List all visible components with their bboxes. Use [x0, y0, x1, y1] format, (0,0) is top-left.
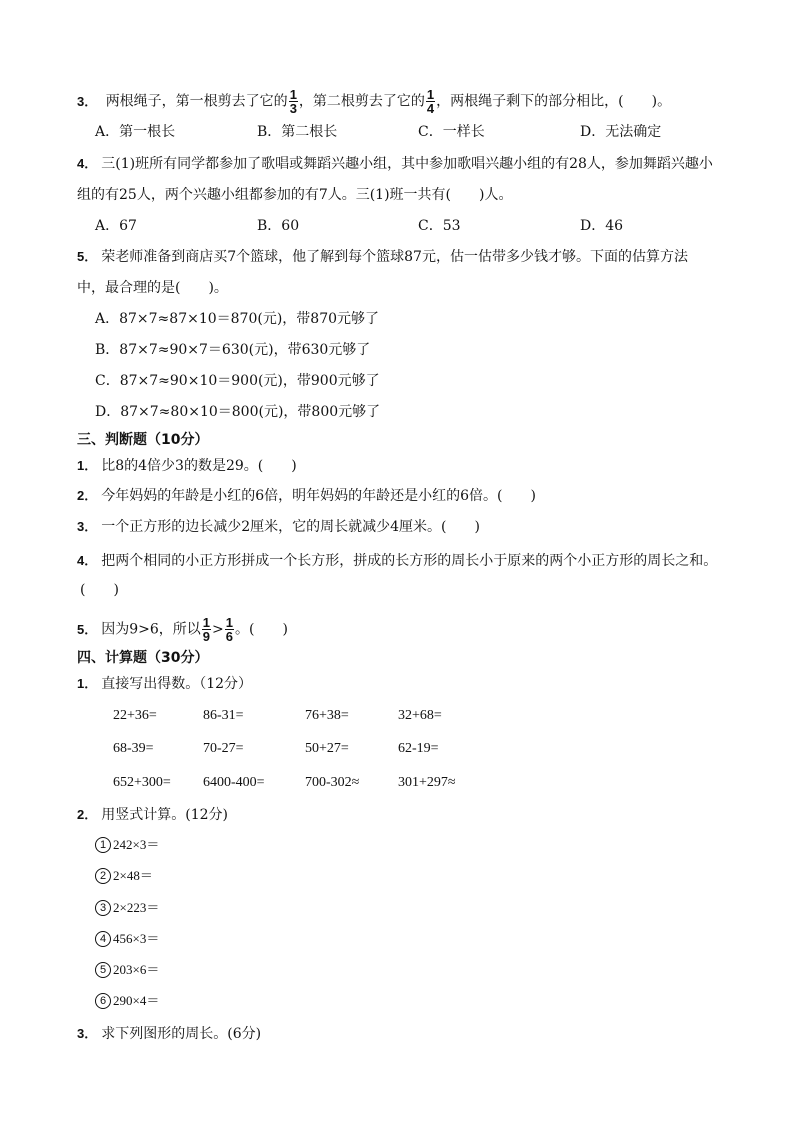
- calc-cell: 86-31=: [203, 708, 244, 723]
- item-text: 今年妈妈的年龄是小红的6倍，明年妈妈的年龄还是小红的6倍。( ): [101, 488, 536, 504]
- calc-cell: 68-39=: [113, 741, 154, 756]
- calc-cell: 652+300=: [113, 775, 171, 790]
- item-number: 2．: [77, 488, 98, 503]
- question-4: [77, 154, 713, 174]
- calc-question-1: [77, 674, 252, 694]
- vertical-calc-item: [95, 835, 159, 855]
- question-3: [77, 88, 671, 115]
- vertical-calc-item: [95, 866, 153, 886]
- circled-number-icon: 1: [95, 837, 111, 853]
- fraction-one-quarter: [426, 88, 435, 115]
- item-text: 。( ): [234, 621, 288, 638]
- item-text: 因为9>6，所以: [101, 621, 201, 638]
- item-text: 203×6＝: [113, 962, 160, 977]
- question-number: 3．: [77, 1026, 98, 1041]
- question-text: 求下列图形的周长。(6分): [101, 1026, 262, 1042]
- question-number: 2．: [77, 807, 98, 822]
- circled-number-icon: 2: [95, 868, 111, 884]
- calc-question-3: [77, 1024, 261, 1044]
- fraction-one-third: [289, 88, 298, 115]
- judgement-item-1: [77, 456, 297, 476]
- option-b[interactable]: B．第二根长: [257, 124, 338, 140]
- calc-question-2: [77, 805, 228, 825]
- answer-blank[interactable]: ( ): [80, 582, 119, 598]
- fraction-one-sixth: [225, 616, 234, 643]
- calc-cell: 50+27=: [305, 741, 349, 756]
- judgement-item-3: [77, 517, 480, 537]
- question-number: 4．: [77, 156, 98, 171]
- calc-cell: 70-27=: [203, 741, 244, 756]
- fraction-one-ninth: [202, 616, 211, 643]
- judgement-item-4: [77, 551, 717, 571]
- greater-than-sign: >: [212, 621, 224, 638]
- item-text: 一个正方形的边长减少2厘米，它的周长就减少4厘米。( ): [101, 519, 480, 535]
- item-text: 456×3＝: [113, 931, 160, 946]
- calc-cell: 76+38=: [305, 708, 349, 723]
- calc-cell: 62-19=: [398, 741, 439, 756]
- judgement-item-2: [77, 486, 536, 506]
- calc-cell: 32+68=: [398, 708, 442, 723]
- fraction-numerator: 1: [225, 615, 233, 630]
- judgement-item-5: [77, 616, 288, 643]
- fraction-denominator: 9: [202, 629, 211, 644]
- circled-number-icon: 3: [95, 900, 111, 916]
- vertical-calc-item: [95, 929, 159, 949]
- item-text: 290×4＝: [113, 993, 160, 1008]
- question-text: 用竖式计算。(12分): [101, 807, 228, 823]
- question-text: 三(1)班所有同学都参加了歌唱或舞蹈兴趣小组，其中参加歌唱兴趣小组的有28人，参加舞蹈兴趣小: [101, 156, 713, 172]
- item-number: 3．: [77, 519, 98, 534]
- item-number: 5．: [77, 621, 98, 637]
- question-4-continued: 组的有25人，两个兴趣小组都参加的有7人。三(1)班一共有( )人。: [77, 187, 513, 203]
- question-text: ，两根绳子剩下的部分相比，( )。: [436, 93, 672, 110]
- option-d[interactable]: D．46: [580, 218, 624, 234]
- question-text: 两根绳子，第一根剪去了它的: [105, 93, 288, 110]
- fraction-numerator: 1: [202, 615, 211, 630]
- item-text: 2×223＝: [113, 900, 160, 915]
- option-b[interactable]: B．60: [257, 218, 300, 234]
- circled-number-icon: 5: [95, 962, 111, 978]
- question-number: 3．: [77, 93, 98, 109]
- vertical-calc-item: [95, 898, 159, 918]
- question-number: 5．: [77, 249, 98, 264]
- option-a[interactable]: A．第一根长: [95, 124, 176, 140]
- vertical-calc-item: [95, 960, 159, 980]
- section-title-judgement: 三、判断题（10分）: [77, 432, 209, 448]
- item-text: 比8的4倍少3的数是29。( ): [101, 458, 297, 474]
- question-5: [77, 247, 688, 267]
- option-d[interactable]: D．87×7≈80×10＝800(元)，带800元够了: [95, 404, 381, 420]
- calc-cell: 301+297≈: [398, 775, 456, 790]
- calc-cell: 22+36=: [113, 708, 157, 723]
- calc-cell: 700-302≈: [305, 775, 360, 790]
- fraction-numerator: 1: [289, 87, 297, 102]
- fraction-numerator: 1: [426, 87, 435, 102]
- option-b[interactable]: B．87×7≈90×7＝630(元)，带630元够了: [95, 342, 371, 358]
- option-a[interactable]: A．67: [95, 218, 137, 234]
- option-c[interactable]: C．一样长: [418, 124, 485, 140]
- option-c[interactable]: C．87×7≈90×10＝900(元)，带900元够了: [95, 373, 380, 389]
- fraction-denominator: 3: [289, 101, 297, 116]
- circled-number-icon: 6: [95, 993, 111, 1009]
- question-number: 1．: [77, 676, 98, 691]
- circled-number-icon: 4: [95, 931, 111, 947]
- question-text: 直接写出得数。（12分）: [101, 676, 253, 692]
- option-d[interactable]: D．无法确定: [580, 124, 662, 140]
- vertical-calc-item: [95, 991, 159, 1011]
- option-c[interactable]: C．53: [418, 218, 461, 234]
- question-text: 荣老师准备到商店买7个篮球，他了解到每个篮球87元，估一估带多少钱才够。下面的估算方法: [101, 249, 688, 265]
- section-title-calculation: 四、计算题（30分）: [77, 650, 209, 666]
- fraction-denominator: 4: [426, 101, 435, 116]
- item-number: 1．: [77, 458, 98, 473]
- calc-cell: 6400-400=: [203, 775, 265, 790]
- item-text: 把两个相同的小正方形拼成一个长方形，拼成的长方形的周长小于原来的两个小正方形的周长之和。: [101, 553, 718, 569]
- item-text: 242×3＝: [113, 837, 160, 852]
- item-text: 2×48＝: [113, 868, 153, 883]
- question-5-continued: 中，最合理的是( )。: [77, 280, 228, 296]
- item-number: 4．: [77, 553, 98, 568]
- option-a[interactable]: A．87×7≈87×10＝870(元)，带870元够了: [95, 311, 380, 327]
- question-text: ，第二根剪去了它的: [298, 93, 425, 110]
- fraction-denominator: 6: [225, 629, 233, 644]
